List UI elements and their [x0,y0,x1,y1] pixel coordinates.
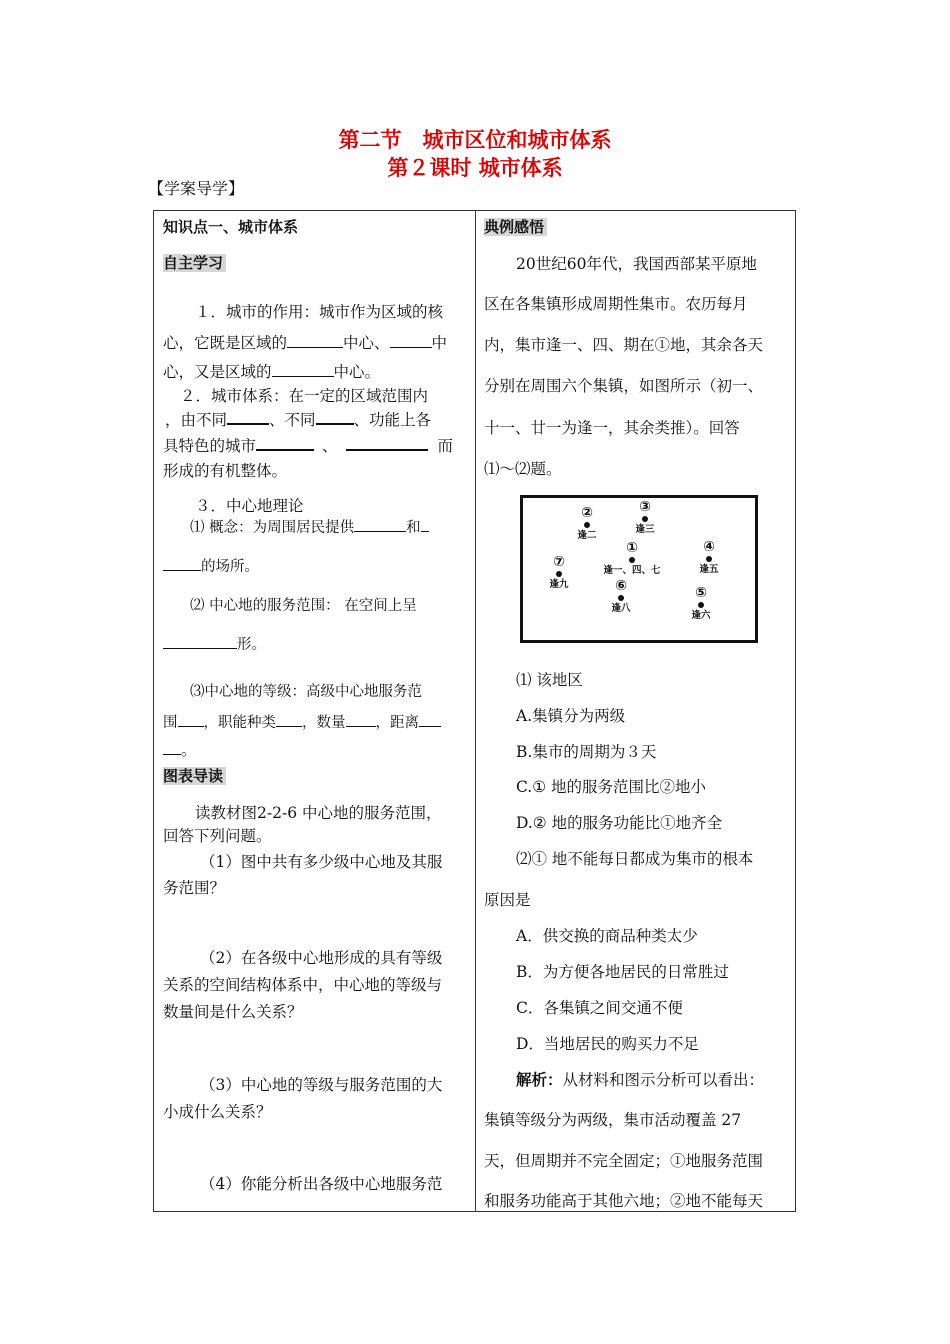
town-5: ⑤ 逢六 [691,585,711,621]
column-divider [475,210,476,1212]
q2-option-b: B．为方便各地居民的日常胜过 [516,963,729,981]
p3-line3: 的场所。 [163,555,259,576]
blank[interactable] [346,712,376,727]
p5-line1: ⑶中心地的等级：高级中心地服务范 [190,684,422,700]
q1-option-d: D.② 地的服务功能比①地齐全 [516,814,723,832]
intro-line1: 20世纪60年代，我国西部某平原地 [516,255,757,273]
town-7: ⑦ 逢九 [549,554,569,590]
p3-line1: ３．中心地理论 [195,497,304,515]
analysis-line1: 解析：从材料和图示分析可以看出： [516,1071,765,1089]
blank[interactable] [227,409,269,425]
analysis-label: 解析： [516,1071,563,1089]
section-title: 第二节 城市区位和城市体系 [338,128,612,152]
intro-line4: 分别在周围六个集镇，如图所示（初一、 [484,377,764,395]
g1-line1: 读教材图2-2-6 中心地的服务范围， [195,804,442,822]
q2-line3: 数量间是什么关系？ [163,1003,303,1021]
blank[interactable] [163,740,181,755]
p1-line3: 心，又是区域的 中心。 [163,363,381,381]
blank[interactable] [256,435,314,451]
p2-line2: ，由不同 、不同 、功能上各 [165,411,432,429]
blank[interactable] [272,362,334,377]
blank[interactable] [287,333,343,348]
analysis-line3: 天，但周期并不完全固定；①地服务范围 [484,1152,764,1170]
blank[interactable] [419,712,441,727]
q2-stem-line1: ⑵① 地不能每日都成为集市的根本 [516,850,754,868]
q1-option-a: A.集镇分为两级 [516,707,626,725]
intro-line5: 十一、廿一为逢一，其余类推）。回答 [484,419,740,437]
p2-line3: 具特色的城市 、 而 [163,437,454,455]
p5-line2: 围 ，职能种类 ，数量 ，距离 [163,711,441,732]
blank[interactable] [316,409,354,425]
q3-line2: 小成什么关系？ [163,1103,272,1121]
q1-option-b: B.集市的周期为３天 [516,743,657,761]
p4-line1: ⑵ 中心地的服务范围： 在空间上呈 [190,598,417,614]
blank[interactable] [354,517,406,532]
blank[interactable] [163,556,201,571]
intro-line2: 区在各集镇形成周期性集市。农历每月 [484,295,748,313]
lesson-title: 第２课时 城市体系 [387,156,563,180]
blank[interactable] [276,712,302,727]
town-2: ② 逢二 [577,505,597,541]
analysis-line2: 集镇等级分为两级，集市活动覆盖 27 [484,1111,742,1129]
self-study-heading: 自主学习 [163,254,226,272]
q4-line1: （4）你能分析出各级中心地服务范 [200,1175,443,1193]
knowledge-heading: 知识点一、城市体系 [163,218,299,236]
intro-line3: 内，集市逢一、四、期在①地，其余各天 [484,336,764,354]
q2-line1: （2）在各级中心地形成的具有等级 [200,949,443,967]
blank[interactable] [390,333,432,348]
analysis-line4: 和服务功能高于其他六地；②地不能每天 [484,1192,764,1210]
q1-line1: （1）图中共有多少级中心地及其服 [200,853,443,871]
town-1: ① 逢一、四、七 [603,540,661,576]
town-4: ④ 逢五 [699,539,719,575]
g1-line2: 回答下列问题。 [163,827,272,845]
chart-guide-heading: 图表导读 [163,767,226,785]
town-6: ⑥ 逢八 [611,578,631,614]
p3-line2: ⑴ 概念：为周围居民提供 和 [190,516,429,537]
p1-line2: 心，它既是区域的 中心、 中 [163,334,448,352]
blank[interactable] [163,634,237,649]
p2-line4: 形成的有机整体。 [163,462,288,480]
blank[interactable] [178,712,204,727]
q1-stem: ⑴ 该地区 [516,671,583,689]
p4-line2: 形。 [163,633,266,654]
q2-stem-line2: 原因是 [484,891,531,909]
q1-line2: 务范围？ [163,879,226,897]
p1-line1: １．城市的作用：城市作为区域的核 [195,303,444,321]
p5-line3: 。 [163,738,197,760]
q2-option-d: D．当地居民的购买力不足 [516,1035,699,1053]
q2-option-a: A．供交换的商品种类太少 [516,927,698,945]
blank[interactable] [421,517,429,532]
q2-option-c: C．各集镇之间交通不便 [516,999,683,1017]
section-label: 【学案导学】 [148,179,245,198]
p2-line1: ２．城市体系：在一定的区域范围内 [180,387,429,405]
intro-line6: ⑴～⑵题。 [484,460,562,478]
q2-line2: 关系的空间结构体系中，中心地的等级与 [163,976,443,994]
blank[interactable] [346,435,428,451]
q1-option-c: C.① 地的服务范围比②地小 [516,778,707,796]
q3-line1: （3）中心地的等级与服务范围的大 [200,1076,443,1094]
example-heading: 典例感悟 [484,218,547,236]
town-3: ③ 逢三 [635,499,655,535]
